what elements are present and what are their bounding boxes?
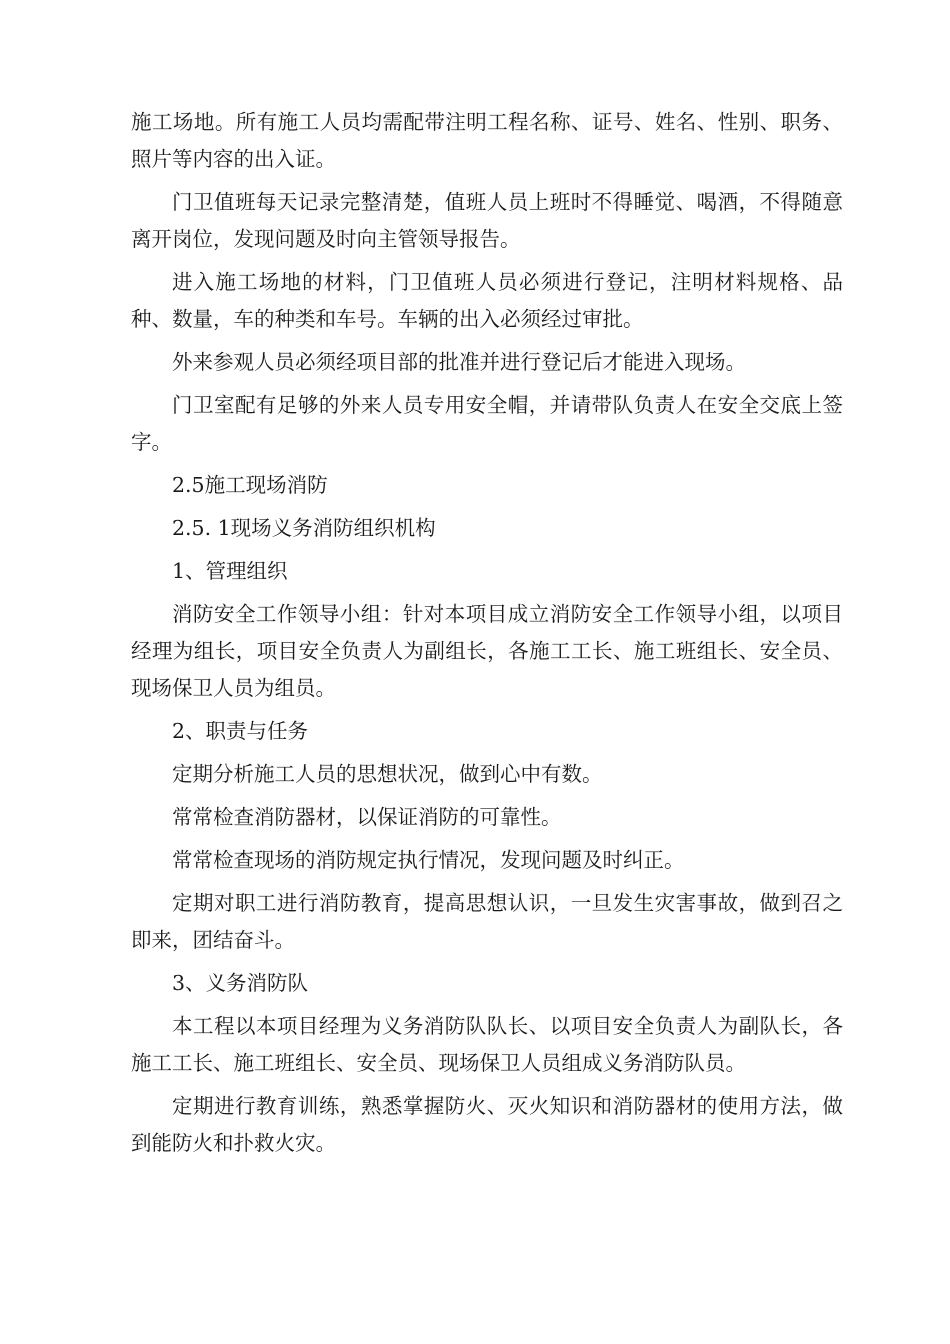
section-heading-fire-protection: 2.5施工现场消防 — [172, 473, 328, 497]
paragraph-safety-helmets: 门卫室配有足够的外来人员专用安全帽，并请带队负责人在安全交底上签字。 — [131, 393, 843, 454]
subsection-heading-fire-organization: 2.5. 1现场义务消防组织机构 — [172, 516, 436, 540]
paragraph-duty-inspection: 常常检查现场的消防规定执行情况，发现问题及时纠正。 — [172, 848, 685, 872]
item-heading-management: 1、管理组织 — [172, 559, 288, 583]
paragraph-gate-duty: 门卫值班每天记录完整清楚，值班人员上班时不得睡觉、喝酒，不得随意离开岗位，发现问题及时向主管领导报告。 — [131, 190, 843, 251]
paragraph-duty-analysis: 定期分析施工人员的思想状况，做到心中有数。 — [172, 762, 603, 786]
paragraph-visitors: 外来参观人员必须经项目部的批准并进行登记后才能进入现场。 — [172, 350, 746, 374]
document-body — [131, 104, 843, 1168]
item-heading-duties: 2、职责与任务 — [172, 719, 309, 743]
paragraph-leadership-group: 消防安全工作领导小组：针对本项目成立消防安全工作领导小组，以项目经理为组长，项目安全负责人为副组长，各施工工长、施工班组长、安全员、现场保卫人员为组员。 — [131, 602, 843, 700]
paragraph-team-training: 定期进行教育训练，熟悉掌握防火、灭火知识和消防器材的使用方法，做到能防火和扑救火灾。 — [131, 1094, 843, 1155]
item-heading-volunteer-team: 3、义务消防队 — [172, 971, 309, 995]
paragraph-site-pass: 施工场地。所有施工人员均需配带注明工程名称、证号、姓名、性别、职务、照片等内容的出入证。 — [131, 110, 843, 171]
paragraph-team-composition: 本工程以本项目经理为义务消防队队长、以项目安全负责人为副队长，各施工工长、施工班组长、安全员、现场保卫人员组成义务消防队员。 — [131, 1014, 843, 1075]
paragraph-duty-education: 定期对职工进行消防教育，提高思想认识，一旦发生灾害事故，做到召之即来，团结奋斗。 — [131, 891, 843, 952]
paragraph-material-registration: 进入施工场地的材料，门卫值班人员必须进行登记，注明材料规格、品种、数量，车的种类和车号。车辆的出入必须经过审批。 — [131, 270, 843, 331]
paragraph-duty-equipment: 常常检查消防器材，以保证消防的可靠性。 — [172, 805, 562, 829]
